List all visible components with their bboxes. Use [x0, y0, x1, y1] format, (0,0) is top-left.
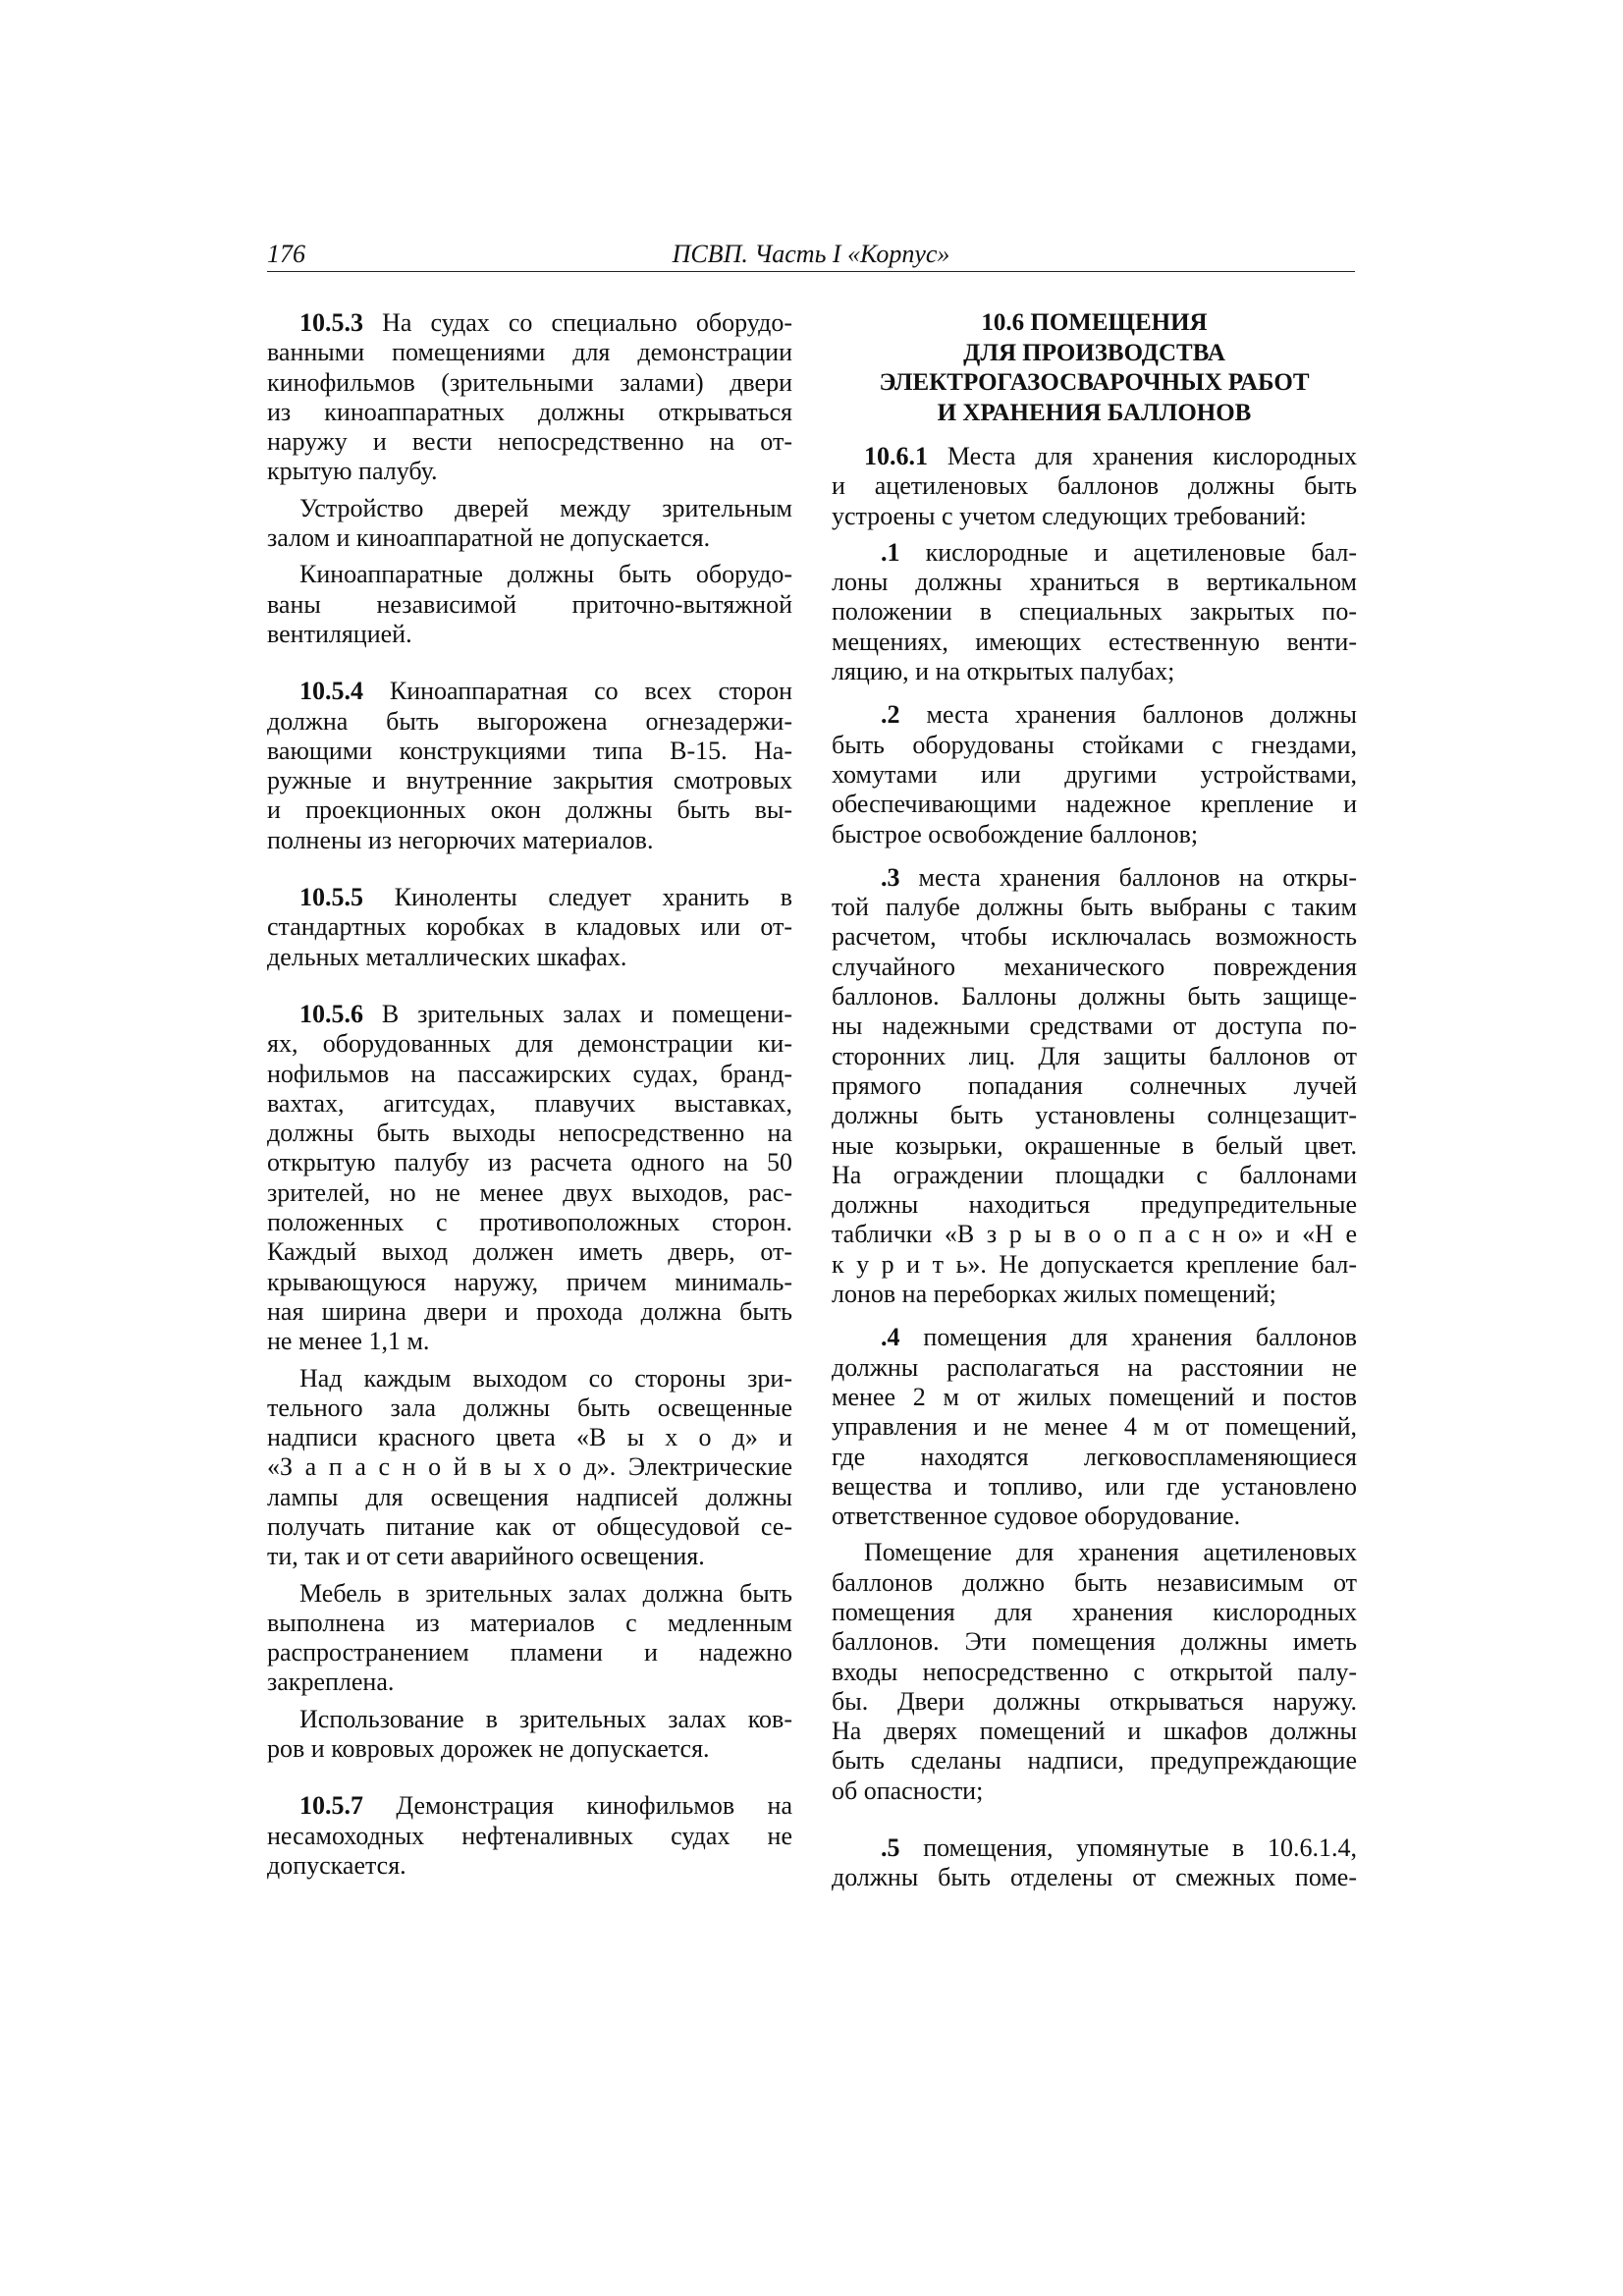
paragraph	[832, 538, 1357, 686]
text-line: Помещение для хранения ацетиленовых	[864, 1538, 1357, 1567]
text-line: случайного механического повреждения	[832, 952, 1357, 981]
text-line: сторонних лиц. Для защиты баллонов от	[832, 1041, 1357, 1070]
right-column	[832, 308, 1357, 1893]
text-line: бы. Двери должны открываться наружу.	[832, 1686, 1357, 1716]
text-line: не менее 1,1 м.	[267, 1327, 430, 1356]
clause-number: .1	[881, 537, 900, 567]
text-line: лоны должны храниться в вертикальном	[832, 568, 1357, 597]
paragraph	[267, 1791, 792, 1881]
text-line: менее 2 м от жилых помещений и постов	[832, 1382, 1357, 1411]
paragraph	[832, 1538, 1357, 1806]
running-header	[267, 240, 1355, 272]
text-line: .5 помещения, упомянутые в 10.6.1.4,	[881, 1833, 1357, 1863]
text-line: ваны независимой приточно-вытяжной	[267, 589, 792, 619]
text-line: должна быть выгорожена огнезадержи-	[267, 706, 792, 736]
text-line: вахтах, агитсудах, плавучих выставках,	[267, 1088, 792, 1118]
text-line: ружные и внутренние закрытия смотровых	[267, 766, 792, 795]
clause-number: 10.6.1	[864, 442, 928, 470]
text-line: мещениях, имеющих естественную венти-	[832, 627, 1357, 656]
text-line: вентиляцией.	[267, 619, 412, 648]
text-line: надписи красного цвета «В ы х о д» и	[267, 1423, 792, 1452]
text-line: несамоходных нефтеналивных судах не	[267, 1821, 792, 1850]
text-line: Киноаппаратные должны быть оборудо-	[299, 560, 792, 589]
text-line: зрителей, но не менее двух выходов, рас-	[267, 1177, 792, 1207]
text-line: кинофильмов (зрительными залами) двери	[267, 367, 792, 397]
text-line: 10.5.7 Демонстрация кинофильмов на	[299, 1791, 792, 1821]
text-line: стандартных коробках в кладовых или от-	[267, 912, 792, 942]
text-line: хомутами или другими устройствами,	[832, 759, 1357, 789]
text-line: .1 кислородные и ацетиленовые бал-	[881, 537, 1357, 567]
text-line: устроены с учетом следующих требований:	[832, 501, 1307, 530]
paragraph	[832, 863, 1357, 1309]
paragraph	[267, 560, 792, 649]
text-line: должны быть выходы непосредственно на	[267, 1119, 792, 1148]
text-line: обеспечивающими надежное крепление и	[832, 790, 1357, 819]
text-line: быстрое освобождение баллонов;	[832, 819, 1199, 848]
text-line: Над каждым выходом со стороны зри-	[299, 1363, 792, 1393]
text-line: к у р и т ь». Не допускается крепление бал-	[832, 1249, 1357, 1279]
text-line: лонов на переборках жилых помещений;	[832, 1280, 1276, 1309]
paragraph	[267, 883, 792, 972]
paragraph	[267, 1000, 792, 1357]
text-line: из киноаппаратных должны открываться	[267, 397, 792, 426]
paragraph	[832, 442, 1357, 531]
text-line: Каждый выход должен иметь дверь, от-	[267, 1237, 792, 1267]
text-line: таблички «В з р ы в о о п а с н о» и «Н е	[832, 1220, 1357, 1249]
text-line: быть оборудованы стойками с гнездами,	[832, 730, 1357, 759]
text-line: тельного зала должны быть освещенные	[267, 1393, 792, 1422]
paragraph	[832, 1323, 1357, 1531]
text-line: той палубе должны быть выбраны с таким	[832, 893, 1357, 922]
text-line: прямого попадания солнечных лучей	[832, 1070, 1357, 1100]
paragraph	[832, 1833, 1357, 1893]
text-line: входы непосредственно с открытой палу-	[832, 1657, 1357, 1686]
text-line: открытую палубу из расчета одного на 50	[267, 1148, 792, 1177]
text-line: получать питание как от общесудовой се-	[267, 1511, 792, 1541]
text-line: ванными помещениями для демонстрации	[267, 338, 792, 367]
text-line: где находятся легковоспламеняющиеся	[832, 1442, 1357, 1471]
heading-line: ЭЛЕКТРОГАЗОСВАРОЧНЫХ РАБОТ	[879, 369, 1310, 396]
text-line: должны располагаться на расстоянии не	[832, 1352, 1357, 1382]
text-line: наружу и вести непосредственно на от-	[267, 427, 792, 457]
paragraph	[832, 700, 1357, 848]
text-line: дельных металлических шкафах.	[267, 942, 627, 971]
text-line: и ацетиленовых баллонов должны быть	[832, 471, 1357, 501]
heading-line: ДЛЯ ПРОИЗВОДСТВА	[963, 339, 1225, 366]
text-line: помещения для хранения кислородных	[832, 1597, 1357, 1626]
text-line: вающими конструкциями типа В-15. На-	[267, 736, 792, 765]
text-line: крывающуюся наружу, причем минималь-	[267, 1267, 792, 1296]
text-line: залом и киноаппаратной не допускается.	[267, 523, 711, 553]
text-line: .3 места хранения баллонов на откры-	[881, 862, 1357, 892]
text-line: ные козырьки, окрашенные в белый цвет.	[832, 1130, 1357, 1160]
clause-number: .2	[881, 700, 900, 730]
text-line: баллонов. Баллоны должны быть защище-	[832, 982, 1357, 1011]
text-line: положенных с противоположных сторон.	[267, 1208, 792, 1237]
text-line: крытую палубу.	[267, 457, 438, 486]
text-line: вещества и топливо, или где установлено	[832, 1471, 1357, 1501]
text-line: допускается.	[267, 1850, 406, 1880]
text-line: лампы для освещения надписей должны	[267, 1482, 792, 1511]
text-line: ров и ковровых дорожек не допускается.	[267, 1734, 710, 1764]
text-line: .4 помещения для хранения баллонов	[881, 1323, 1357, 1352]
paragraph	[267, 1364, 792, 1572]
section-heading	[832, 308, 1357, 428]
paragraph	[267, 1579, 792, 1698]
text-line: и проекционных окон должны быть вы-	[267, 795, 792, 825]
clause-number: 10.5.7	[299, 1791, 363, 1821]
text-line: должны быть отделены от смежных поме-	[832, 1863, 1357, 1892]
clause-number: 10.5.6	[299, 999, 363, 1028]
text-line: ях, оборудованных для демонстрации ки-	[267, 1029, 792, 1059]
text-line: расчетом, чтобы исключалась возможность	[832, 922, 1357, 952]
text-line: баллонов. Эти помещения должны иметь	[832, 1627, 1357, 1657]
text-line: ти, так и от сети аварийного освещения.	[267, 1542, 705, 1571]
text-line: положении в специальных закрытых по-	[832, 597, 1357, 627]
clause-number: .3	[881, 862, 900, 892]
text-line: На дверях помещений и шкафов должны	[832, 1717, 1357, 1746]
text-line: 10.6.1 Места для хранения кислородных	[864, 442, 1357, 470]
text-line: выполнена из материалов с медленным	[267, 1608, 792, 1637]
text-line: .2 места хранения баллонов должны	[881, 700, 1357, 730]
text-line: ны надежными средствами от доступа по-	[832, 1011, 1357, 1041]
heading-line: 10.6 ПОМЕЩЕНИЯ	[981, 309, 1208, 336]
text-line: «З а п а с н о й в ы х о д». Электрические	[267, 1452, 792, 1482]
text-line: нофильмов на пассажирских судах, бранд-	[267, 1059, 792, 1088]
text-line: 10.5.3 На судах со специально оборудо-	[299, 308, 792, 337]
text-line: должны находиться предупредительные	[832, 1190, 1357, 1220]
text-line: 10.5.4 Киноаппаратная со всех сторон	[299, 677, 792, 706]
clause-number: .4	[881, 1323, 900, 1352]
page-number: 176	[267, 240, 305, 268]
text-line: должны быть установлены солнцезащит-	[832, 1101, 1357, 1130]
heading-line: И ХРАНЕНИЯ БАЛЛОНОВ	[937, 399, 1252, 426]
paragraph	[267, 1705, 792, 1765]
text-line: ответственное судовое оборудование.	[832, 1502, 1241, 1531]
text-line: 10.5.5 Киноленты следует хранить в	[299, 883, 792, 912]
text-line: распространением пламени и надежно	[267, 1638, 792, 1667]
text-line: Использование в зрительных залах ков-	[299, 1704, 792, 1733]
text-line: Устройство дверей между зрительным	[299, 493, 792, 522]
paragraph	[267, 677, 792, 855]
text-line: полнены из негорючих материалов.	[267, 825, 654, 854]
clause-number: .5	[881, 1833, 900, 1863]
paragraph	[267, 308, 792, 487]
left-column	[267, 308, 792, 1881]
text-line: баллонов должно быть независимым от	[832, 1567, 1357, 1597]
text-line: управления и не менее 4 м от помещений,	[832, 1412, 1357, 1442]
clause-number: 10.5.5	[299, 883, 363, 912]
running-title: ПСВП. Часть I «Корпус»	[672, 240, 950, 268]
text-line: закреплена.	[267, 1667, 395, 1697]
clause-number: 10.5.3	[299, 308, 363, 337]
text-line: быть сделаны надписи, предупреждающие	[832, 1746, 1357, 1776]
text-line: Мебель в зрительных залах должна быть	[299, 1578, 792, 1608]
text-line: 10.5.6 В зрительных залах и помещени-	[299, 999, 792, 1028]
paragraph	[267, 494, 792, 554]
clause-number: 10.5.4	[299, 677, 363, 706]
text-line: ная ширина двери и прохода должна быть	[267, 1296, 792, 1326]
text-line: На ограждении площадки с баллонами	[832, 1160, 1357, 1189]
text-line: об опасности;	[832, 1776, 984, 1805]
text-line: ляцию, и на открытых палубах;	[832, 657, 1175, 686]
